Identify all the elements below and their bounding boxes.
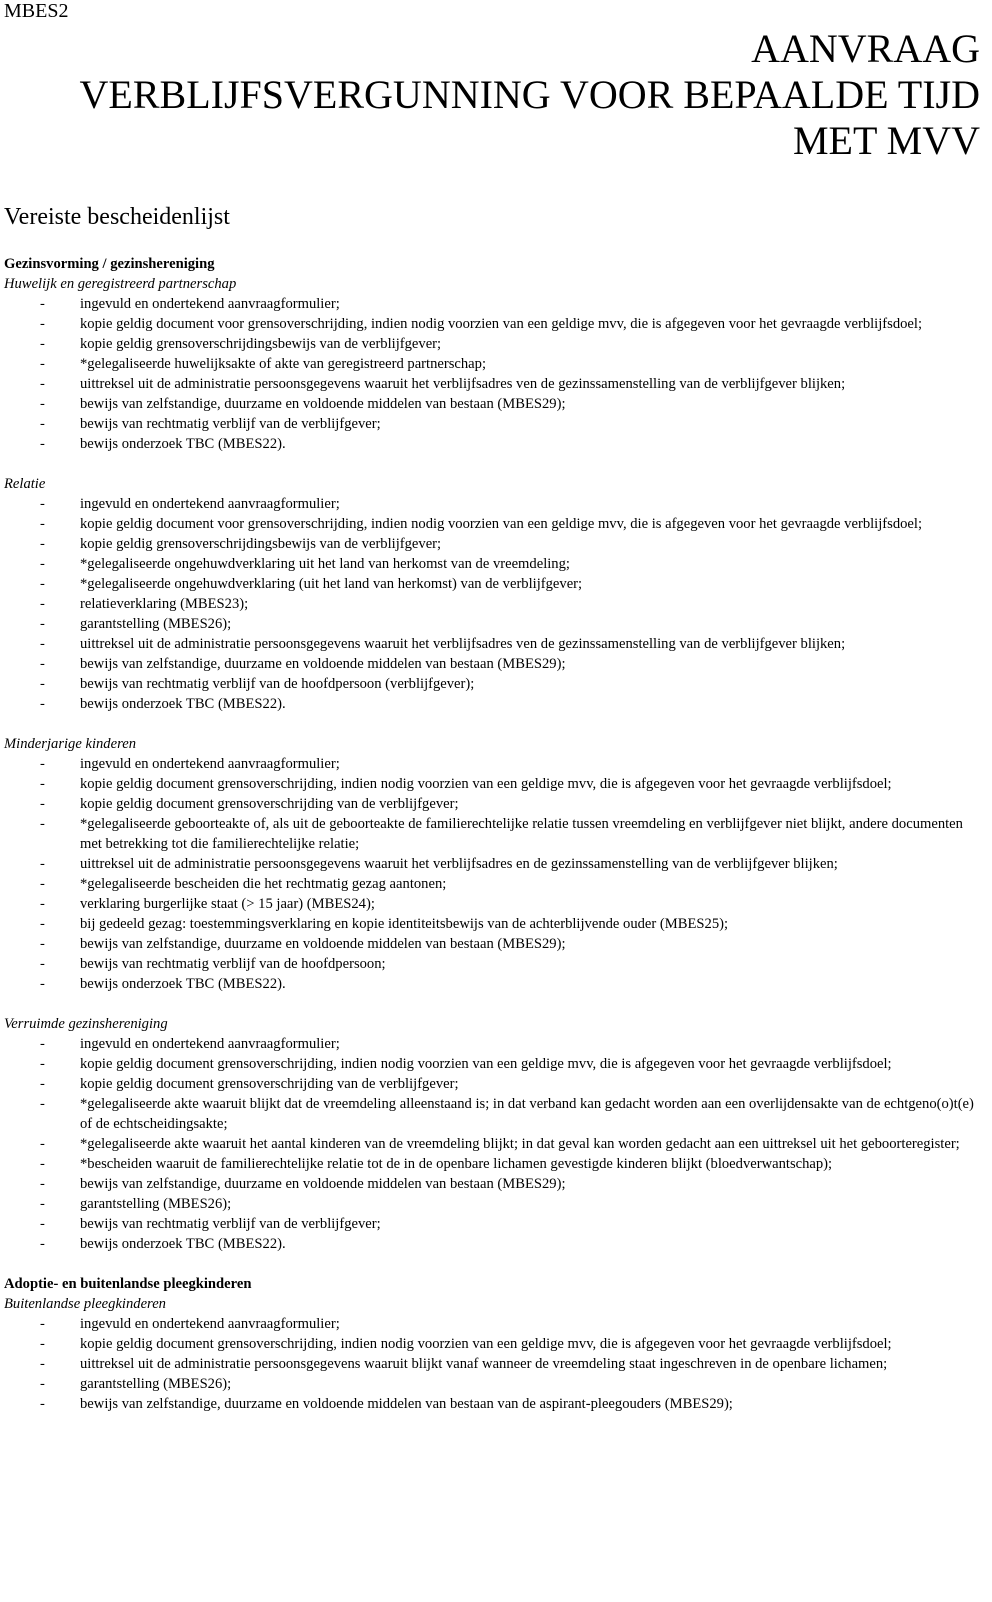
requirement-text: garantstelling (MBES26); bbox=[80, 1196, 232, 1212]
requirement-item bbox=[4, 1394, 984, 1414]
spacer bbox=[4, 994, 984, 1014]
document-title bbox=[0, 26, 980, 164]
list-bullet-dash: - bbox=[40, 676, 45, 692]
list-bullet-dash: - bbox=[40, 816, 45, 832]
requirement-text: ingevuld en ondertekend aanvraagformulier; bbox=[80, 756, 340, 772]
list-bullet-dash: - bbox=[40, 1196, 45, 1212]
list-bullet-dash: - bbox=[40, 1216, 45, 1232]
list-bullet-dash: - bbox=[40, 916, 45, 932]
list-bullet-dash: - bbox=[40, 1156, 45, 1172]
requirement-item bbox=[4, 1334, 984, 1354]
requirement-text: *gelegaliseerde ongehuwdverklaring uit het land van herkomst van de vreemdeling; bbox=[80, 556, 570, 572]
list-bullet-dash: - bbox=[40, 876, 45, 892]
requirement-item bbox=[4, 894, 984, 914]
requirement-text: bewijs van zelfstandige, duurzame en voldoende middelen van bestaan (MBES29); bbox=[80, 936, 566, 952]
requirement-text: kopie geldig document grensoverschrijding, indien nodig voorzien van een geldige mvv, die is afgegeven voor het gevraagde verblijfsdoel; bbox=[80, 1056, 892, 1072]
list-bullet-dash: - bbox=[40, 436, 45, 452]
requirement-item bbox=[4, 514, 984, 534]
list-bullet-dash: - bbox=[40, 596, 45, 612]
document-code: MBES2 bbox=[4, 0, 69, 22]
list-bullet-dash: - bbox=[40, 796, 45, 812]
list-bullet-dash: - bbox=[40, 776, 45, 792]
requirement-text: bewijs van zelfstandige, duurzame en voldoende middelen van bestaan (MBES29); bbox=[80, 1176, 566, 1192]
title-line: AANVRAAG bbox=[751, 26, 980, 71]
requirement-text: bewijs onderzoek TBC (MBES22). bbox=[80, 436, 286, 452]
list-bullet-dash: - bbox=[40, 1316, 45, 1332]
requirement-item bbox=[4, 614, 984, 634]
subsection-title: Minderjarige kinderen bbox=[4, 736, 136, 752]
list-bullet-dash: - bbox=[40, 536, 45, 552]
requirement-text: bewijs van zelfstandige, duurzame en voldoende middelen van bestaan (MBES29); bbox=[80, 396, 566, 412]
requirement-list bbox=[4, 754, 984, 994]
requirement-text: *gelegaliseerde akte waaruit blijkt dat de vreemdeling alleenstaand is; in dat verband kan gedacht worden aan een overlijdensakte van de echtgeno(o)t(e) of de echtscheidingsakte; bbox=[80, 1096, 974, 1132]
requirement-text: bewijs van rechtmatig verblijf van de verblijfgever; bbox=[80, 1216, 381, 1232]
requirement-item bbox=[4, 954, 984, 974]
requirement-text: *bescheiden waaruit de familierechtelijke relatie tot de in de openbare lichamen gevestigde kinderen blijkt (bloedverwantschap); bbox=[80, 1156, 833, 1172]
list-bullet-dash: - bbox=[40, 1056, 45, 1072]
requirement-item bbox=[4, 854, 984, 874]
list-bullet-dash: - bbox=[40, 856, 45, 872]
requirement-item bbox=[4, 574, 984, 594]
requirement-text: kopie geldig grensoverschrijdingsbewijs van de verblijfgever; bbox=[80, 336, 442, 352]
requirement-text: garantstelling (MBES26); bbox=[80, 616, 232, 632]
requirement-text: bewijs van rechtmatig verblijf van de hoofdpersoon (verblijfgever); bbox=[80, 676, 475, 692]
requirement-item bbox=[4, 634, 984, 654]
spacer bbox=[4, 714, 984, 734]
list-bullet-dash: - bbox=[40, 1136, 45, 1152]
requirement-item bbox=[4, 794, 984, 814]
requirement-text: ingevuld en ondertekend aanvraagformulier; bbox=[80, 1316, 340, 1332]
list-bullet-dash: - bbox=[40, 1356, 45, 1372]
requirement-item bbox=[4, 314, 984, 334]
list-bullet-dash: - bbox=[40, 976, 45, 992]
list-bullet-dash: - bbox=[40, 956, 45, 972]
requirement-text: bewijs van rechtmatig verblijf van de verblijfgever; bbox=[80, 416, 381, 432]
requirement-text: kopie geldig document grensoverschrijding van de verblijfgever; bbox=[80, 796, 459, 812]
list-bullet-dash: - bbox=[40, 336, 45, 352]
requirement-item bbox=[4, 1054, 984, 1074]
subsection-title: Buitenlandse pleegkinderen bbox=[4, 1296, 166, 1312]
list-bullet-dash: - bbox=[40, 1096, 45, 1112]
list-bullet-dash: - bbox=[40, 316, 45, 332]
list-bullet-dash: - bbox=[40, 1376, 45, 1392]
requirement-item bbox=[4, 1374, 984, 1394]
requirement-list bbox=[4, 494, 984, 714]
requirement-list bbox=[4, 1034, 984, 1254]
list-bullet-dash: - bbox=[40, 616, 45, 632]
requirement-item bbox=[4, 434, 984, 454]
list-bullet-dash: - bbox=[40, 936, 45, 952]
title-line: MET MVV bbox=[792, 118, 980, 163]
list-bullet-dash: - bbox=[40, 356, 45, 372]
list-bullet-dash: - bbox=[40, 1036, 45, 1052]
requirement-text: verklaring burgerlijke staat (> 15 jaar) (MBES24); bbox=[80, 896, 375, 912]
requirement-item bbox=[4, 1094, 984, 1134]
requirement-text: ingevuld en ondertekend aanvraagformulier; bbox=[80, 296, 340, 312]
requirement-text: bewijs onderzoek TBC (MBES22). bbox=[80, 1236, 286, 1252]
requirement-text: kopie geldig document grensoverschrijding van de verblijfgever; bbox=[80, 1076, 459, 1092]
requirement-text: *gelegaliseerde ongehuwdverklaring (uit het land van herkomst) van de verblijfgever; bbox=[80, 576, 583, 592]
subsection-title: Huwelijk en geregistreerd partnerschap bbox=[4, 276, 237, 292]
requirement-item bbox=[4, 1134, 984, 1154]
list-bullet-dash: - bbox=[40, 1396, 45, 1412]
section-title: Gezinsvorming / gezinshereniging bbox=[4, 256, 215, 272]
requirement-text: *gelegaliseerde akte waaruit het aantal kinderen van de vreemdeling blijkt; in dat geval kan worden gedacht aan een uittreksel uit het geboorteregister; bbox=[80, 1136, 960, 1152]
requirement-item bbox=[4, 594, 984, 614]
list-bullet-dash: - bbox=[40, 296, 45, 312]
requirement-text: relatieverklaring (MBES23); bbox=[80, 596, 249, 612]
document-content bbox=[4, 254, 984, 1414]
requirement-text: uittreksel uit de administratie persoonsgegevens waaruit het verblijfsadres ven de gezinssamenstelling van de verblijfgever blijken; bbox=[80, 376, 846, 392]
spacer bbox=[4, 454, 984, 474]
title-line: VERBLIJFSVERGUNNING VOOR BEPAALDE TIJD bbox=[79, 72, 980, 117]
requirement-item bbox=[4, 1234, 984, 1254]
requirement-text: kopie geldig document voor grensoverschrijding, indien nodig voorzien van een geldige mvv, die is afgegeven voor het gevraagde verblijfsdoel; bbox=[80, 316, 922, 332]
list-bullet-dash: - bbox=[40, 576, 45, 592]
requirement-item bbox=[4, 294, 984, 314]
requirement-item bbox=[4, 754, 984, 774]
requirement-text: kopie geldig document voor grensoverschrijding, indien nodig voorzien van een geldige mvv, die is afgegeven voor het gevraagde verblijfsdoel; bbox=[80, 516, 922, 532]
requirement-text: bij gedeeld gezag: toestemmingsverklaring en kopie identiteitsbewijs van de achterblijvende ouder (MBES25); bbox=[80, 916, 729, 932]
requirement-item bbox=[4, 674, 984, 694]
requirement-item bbox=[4, 1154, 984, 1174]
list-bullet-dash: - bbox=[40, 636, 45, 652]
requirement-item bbox=[4, 1074, 984, 1094]
list-bullet-dash: - bbox=[40, 376, 45, 392]
requirement-item bbox=[4, 1194, 984, 1214]
requirement-text: uittreksel uit de administratie persoonsgegevens waaruit het verblijfsadres en de gezinssamenstelling van de verblijfgever blijken; bbox=[80, 856, 838, 872]
list-bullet-dash: - bbox=[40, 396, 45, 412]
requirement-item bbox=[4, 1174, 984, 1194]
list-bullet-dash: - bbox=[40, 756, 45, 772]
requirement-list bbox=[4, 1314, 984, 1414]
requirement-item bbox=[4, 774, 984, 794]
document-subtitle: Vereiste bescheidenlijst bbox=[4, 204, 230, 230]
requirement-text: *gelegaliseerde huwelijksakte of akte van geregistreerd partnerschap; bbox=[80, 356, 487, 372]
list-bullet-dash: - bbox=[40, 416, 45, 432]
list-bullet-dash: - bbox=[40, 1236, 45, 1252]
requirement-item bbox=[4, 354, 984, 374]
requirement-text: kopie geldig document grensoverschrijding, indien nodig voorzien van een geldige mvv, die is afgegeven voor het gevraagde verblijfsdoel; bbox=[80, 1336, 892, 1352]
list-bullet-dash: - bbox=[40, 556, 45, 572]
subsection-title: Relatie bbox=[4, 476, 46, 492]
requirement-item bbox=[4, 554, 984, 574]
requirement-item bbox=[4, 654, 984, 674]
requirement-item bbox=[4, 914, 984, 934]
requirement-text: uittreksel uit de administratie persoonsgegevens waaruit blijkt vanaf wanneer de vreemdeling staat ingeschreven in de openbare lichamen; bbox=[80, 1356, 888, 1372]
list-bullet-dash: - bbox=[40, 896, 45, 912]
requirement-text: kopie geldig grensoverschrijdingsbewijs van de verblijfgever; bbox=[80, 536, 442, 552]
requirement-item bbox=[4, 934, 984, 954]
list-bullet-dash: - bbox=[40, 1176, 45, 1192]
subsection-title: Verruimde gezinshereniging bbox=[4, 1016, 168, 1032]
requirement-text: garantstelling (MBES26); bbox=[80, 1376, 232, 1392]
section-title: Adoptie- en buitenlandse pleegkinderen bbox=[4, 1276, 252, 1292]
list-bullet-dash: - bbox=[40, 516, 45, 532]
requirement-item bbox=[4, 374, 984, 394]
requirement-text: bewijs van zelfstandige, duurzame en voldoende middelen van bestaan (MBES29); bbox=[80, 656, 566, 672]
requirement-text: uittreksel uit de administratie persoonsgegevens waaruit het verblijfsadres ven de gezinssamenstelling van de verblijfgever blijken; bbox=[80, 636, 846, 652]
requirement-item bbox=[4, 974, 984, 994]
requirement-text: *gelegaliseerde bescheiden die het rechtmatig gezag aantonen; bbox=[80, 876, 447, 892]
requirement-item bbox=[4, 1034, 984, 1054]
requirement-text: bewijs onderzoek TBC (MBES22). bbox=[80, 696, 286, 712]
requirement-item bbox=[4, 814, 984, 854]
requirement-item bbox=[4, 534, 984, 554]
requirement-text: *gelegaliseerde geboorteakte of, als uit de geboorteakte de familierechtelijke relatie tussen vreemdeling en verblijfgever niet blijkt, andere documenten met betrekking tot die familierechtelijke relatie; bbox=[80, 816, 963, 852]
spacer bbox=[4, 1254, 984, 1274]
requirement-item bbox=[4, 334, 984, 354]
list-bullet-dash: - bbox=[40, 496, 45, 512]
requirement-text: kopie geldig document grensoverschrijding, indien nodig voorzien van een geldige mvv, die is afgegeven voor het gevraagde verblijfsdoel; bbox=[80, 776, 892, 792]
requirement-item bbox=[4, 494, 984, 514]
requirement-item bbox=[4, 394, 984, 414]
list-bullet-dash: - bbox=[40, 1336, 45, 1352]
requirement-text: bewijs onderzoek TBC (MBES22). bbox=[80, 976, 286, 992]
requirement-item bbox=[4, 1354, 984, 1374]
requirement-text: ingevuld en ondertekend aanvraagformulier; bbox=[80, 496, 340, 512]
list-bullet-dash: - bbox=[40, 696, 45, 712]
requirement-item bbox=[4, 1214, 984, 1234]
requirement-text: bewijs van zelfstandige, duurzame en voldoende middelen van bestaan van de aspirant-pleegouders (MBES29); bbox=[80, 1396, 733, 1412]
requirement-text: bewijs van rechtmatig verblijf van de hoofdpersoon; bbox=[80, 956, 386, 972]
list-bullet-dash: - bbox=[40, 656, 45, 672]
requirement-item bbox=[4, 694, 984, 714]
list-bullet-dash: - bbox=[40, 1076, 45, 1092]
requirement-text: ingevuld en ondertekend aanvraagformulier; bbox=[80, 1036, 340, 1052]
requirement-item bbox=[4, 414, 984, 434]
requirement-list bbox=[4, 294, 984, 454]
requirement-item bbox=[4, 874, 984, 894]
requirement-item bbox=[4, 1314, 984, 1334]
